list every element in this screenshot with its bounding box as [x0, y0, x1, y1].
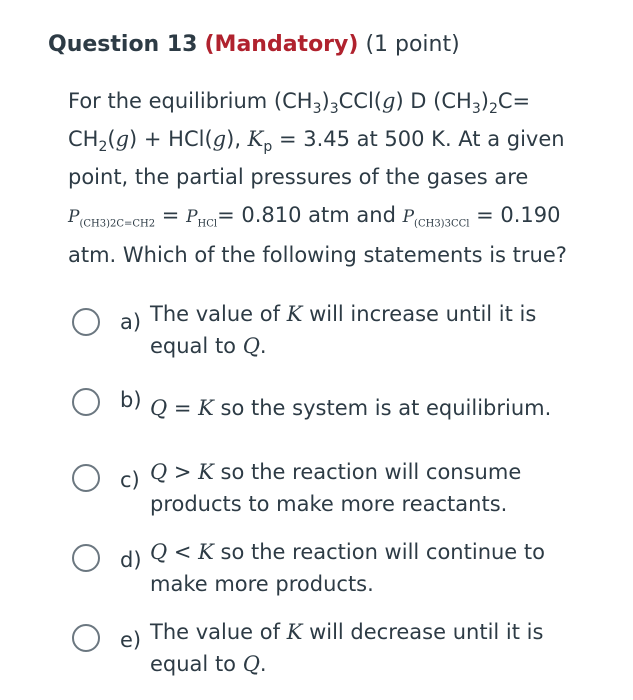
- question-line-3: point, the partial pressures of the gases are: [68, 165, 529, 189]
- points-label: (1 point): [365, 32, 460, 57]
- option-d-letter: d): [120, 548, 142, 572]
- option-a[interactable]: [72, 298, 592, 362]
- option-b-text: Q = K so the system is at equilibrium.: [150, 396, 552, 420]
- question-line-2: $CH_2(g) + HCl(g)$, $K_p = 3.45$ at 500 K. At a given: [68, 127, 565, 156]
- option-a-text: The value of K will increase until it is equal to Q.: [150, 302, 537, 358]
- mandatory-label: (Mandatory): [204, 32, 359, 57]
- option-e[interactable]: [72, 616, 592, 680]
- question-title: Question 13: [48, 32, 198, 57]
- question-text: [68, 82, 598, 274]
- radio-option-b[interactable]: [72, 388, 100, 416]
- question-line-1: For the equilibrium $(CH_3)_3CCl(g)$ D $(CH_3)_2C=$: [68, 89, 531, 118]
- option-a-letter: a): [120, 310, 142, 334]
- option-c-letter: c): [120, 468, 140, 492]
- option-e-text: The value of K will decrease until it is equal to Q.: [150, 620, 544, 676]
- radio-option-d[interactable]: [72, 544, 100, 572]
- option-d-text: Q < K so the reaction will continue to make more products.: [150, 540, 545, 596]
- option-b[interactable]: [72, 388, 592, 452]
- option-c[interactable]: [72, 456, 592, 520]
- radio-option-e[interactable]: [72, 624, 100, 652]
- option-c-text: Q > K so the reaction will consume products to make more reactants.: [150, 460, 522, 516]
- question-header: [48, 30, 460, 60]
- option-d[interactable]: [72, 536, 592, 600]
- question-line-4: $P_{(CH3)2C=CH2} = P_{HCl}= 0.810$ atm and $P_{(CH3)3CCl} = 0.190$: [68, 203, 561, 230]
- question-line-5: atm. Which of the following statements is true?: [68, 243, 567, 267]
- option-e-letter: e): [120, 628, 142, 652]
- radio-option-c[interactable]: [72, 464, 100, 492]
- option-b-letter: b): [120, 388, 142, 412]
- radio-option-a[interactable]: [72, 308, 100, 336]
